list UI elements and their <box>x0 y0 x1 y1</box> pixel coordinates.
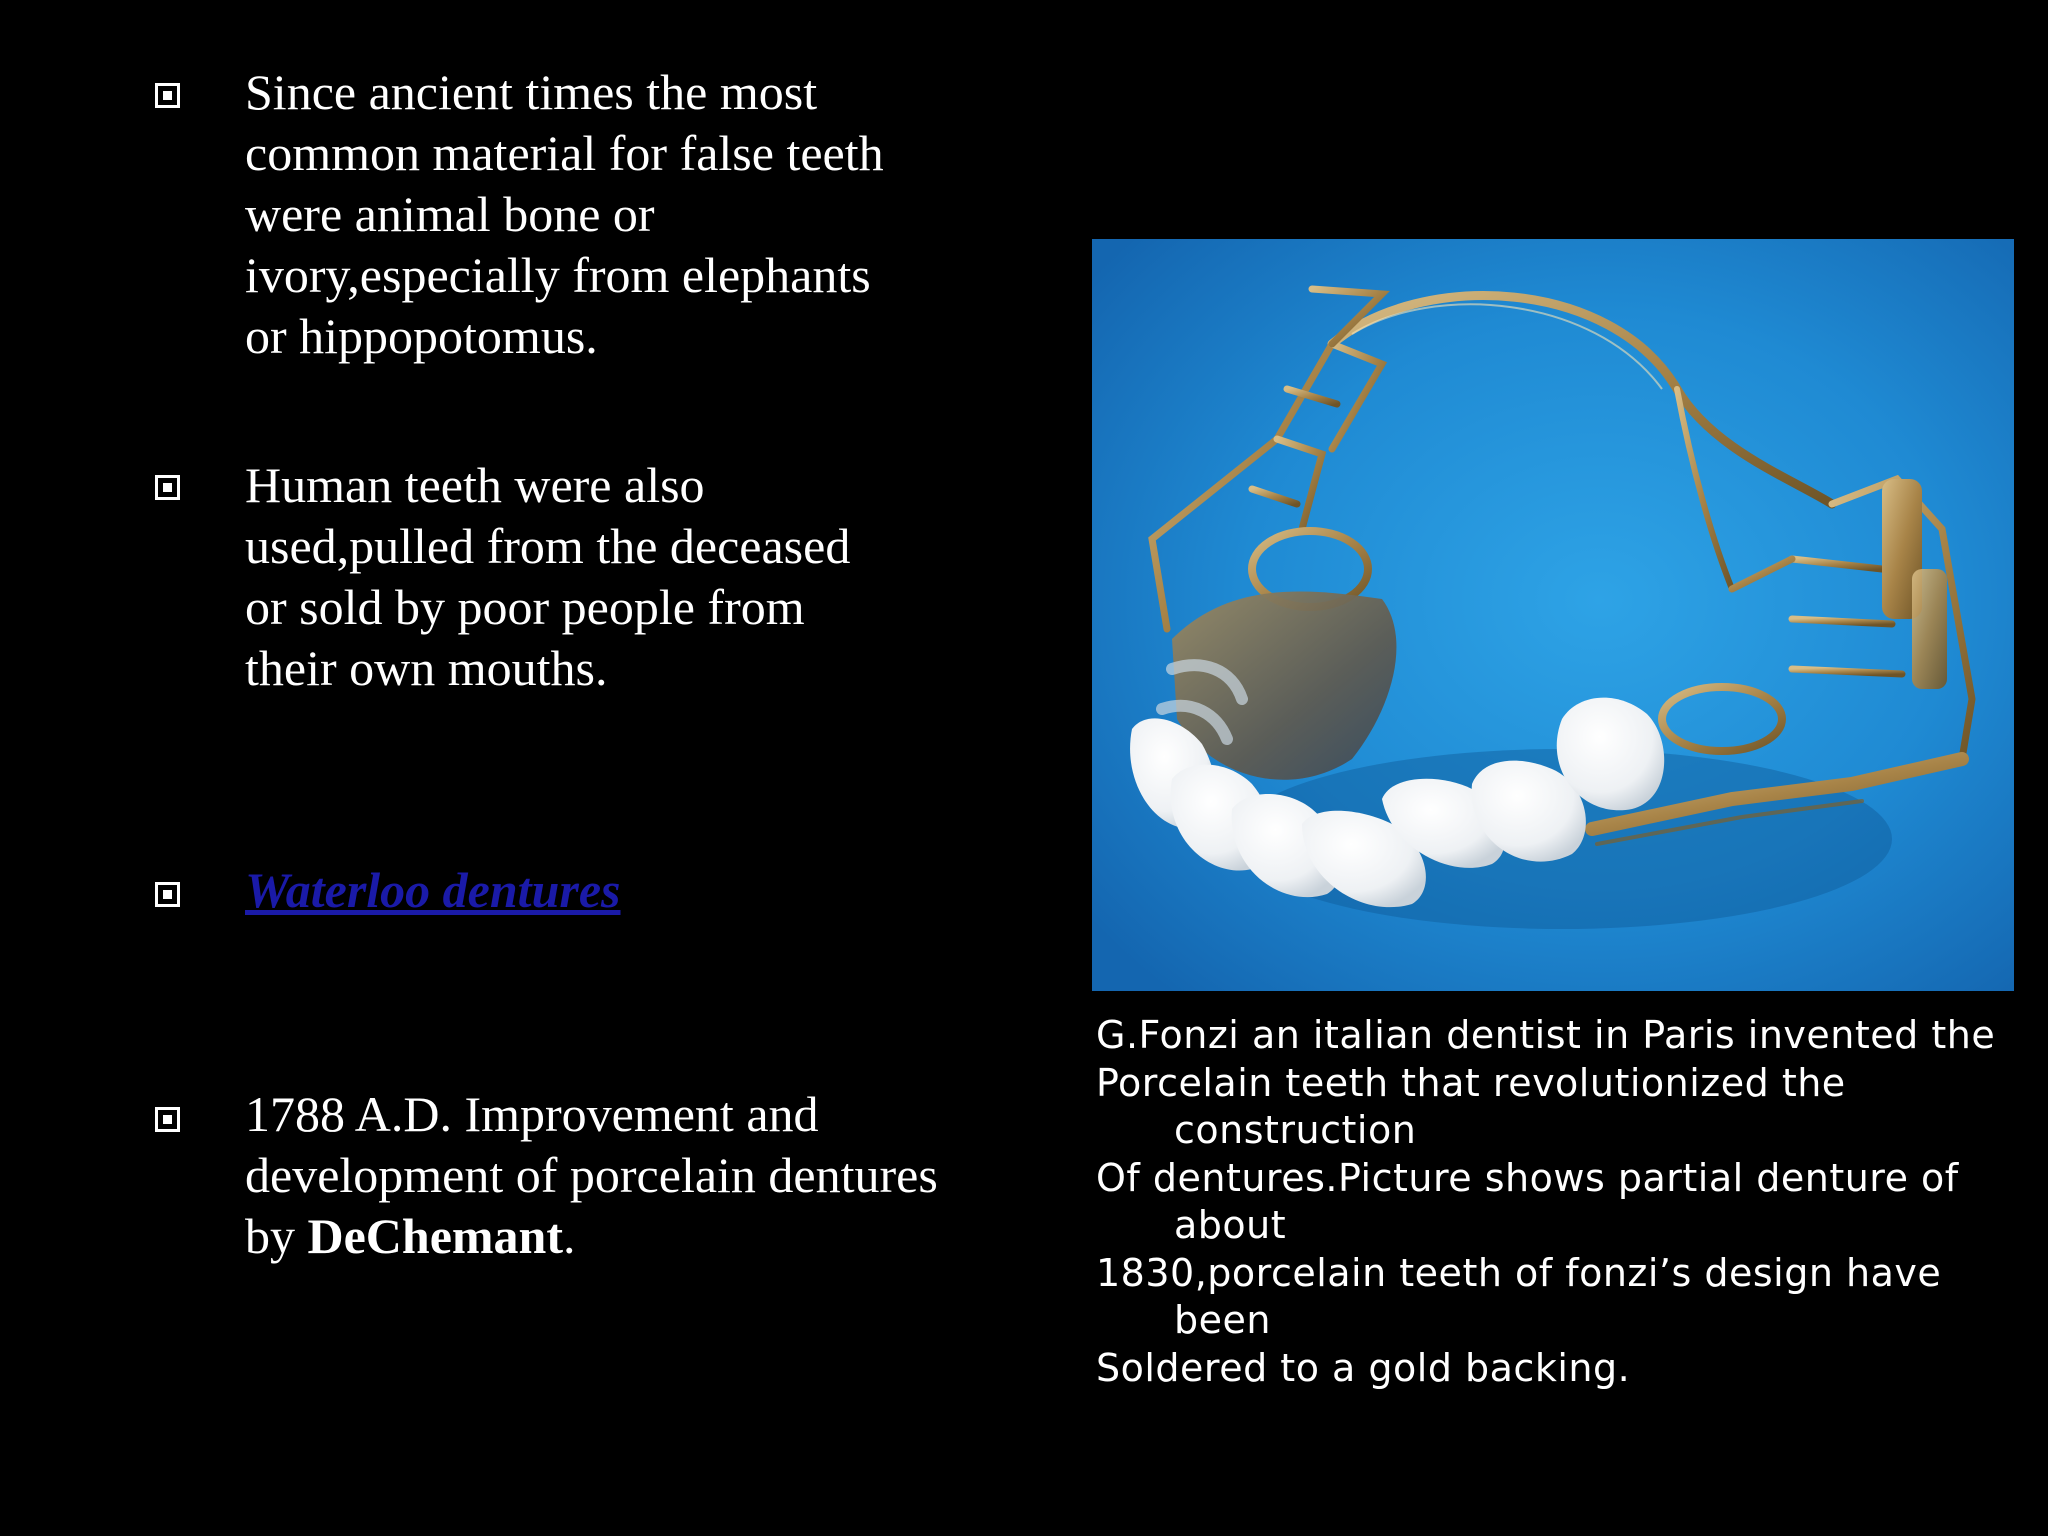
dechemant-name: DeChemant <box>307 1208 564 1264</box>
bullet-marker-1 <box>155 83 180 108</box>
bullet-4-prefix: by <box>245 1208 308 1264</box>
partial-denture-photo <box>1092 239 2014 991</box>
bullet-text-ancient-materials <box>245 62 985 367</box>
caption-line: G.Fonzi an italian dentist in Paris invented the <box>1096 1013 1996 1057</box>
bullet-4-line <box>245 1206 985 1267</box>
bullet-marker-4 <box>155 1107 180 1132</box>
bullet-4-line: development of porcelain dentures <box>245 1147 938 1203</box>
bullet-2-line: used,pulled from the deceased <box>245 518 851 574</box>
caption-line: construction <box>1174 1108 1417 1152</box>
bullet-1-line: or hippopotomus. <box>245 308 598 364</box>
bullet-text-waterloo <box>245 860 985 921</box>
bullet-4-line: 1788 A.D. Improvement and <box>245 1086 819 1142</box>
photo-caption <box>1096 1012 2016 1392</box>
caption-line: Porcelain teeth that revolutionized the <box>1096 1060 1846 1105</box>
caption-line: Of dentures.Picture shows partial denture of <box>1096 1155 1959 1200</box>
bullet-text-porcelain-1788 <box>245 1084 985 1267</box>
bullet-1-line: common material for false teeth <box>245 125 884 181</box>
caption-line: 1830,porcelain teeth of fonzi’s design have <box>1096 1250 1942 1295</box>
bullet-marker-3 <box>155 882 180 907</box>
bullet-1-line: were animal bone or <box>245 186 655 242</box>
bullet-marker-2 <box>155 475 180 500</box>
bullet-2-line: or sold by poor people from <box>245 579 805 635</box>
bullet-1-line: Since ancient times the most <box>245 64 818 120</box>
bullet-2-line: Human teeth were also <box>245 457 705 513</box>
bullet-text-human-teeth <box>245 455 985 699</box>
caption-line: about <box>1174 1203 1287 1247</box>
bullet-2-line: their own mouths. <box>245 640 608 696</box>
caption-line: Soldered to a gold backing. <box>1096 1345 1631 1390</box>
waterloo-dentures-link[interactable]: Waterloo dentures <box>245 862 621 918</box>
bullet-1-line: ivory,especially from elephants <box>245 247 871 303</box>
bullet-4-suffix: . <box>563 1208 576 1264</box>
denture-illustration <box>1092 239 2014 991</box>
caption-line: been <box>1174 1298 1271 1342</box>
